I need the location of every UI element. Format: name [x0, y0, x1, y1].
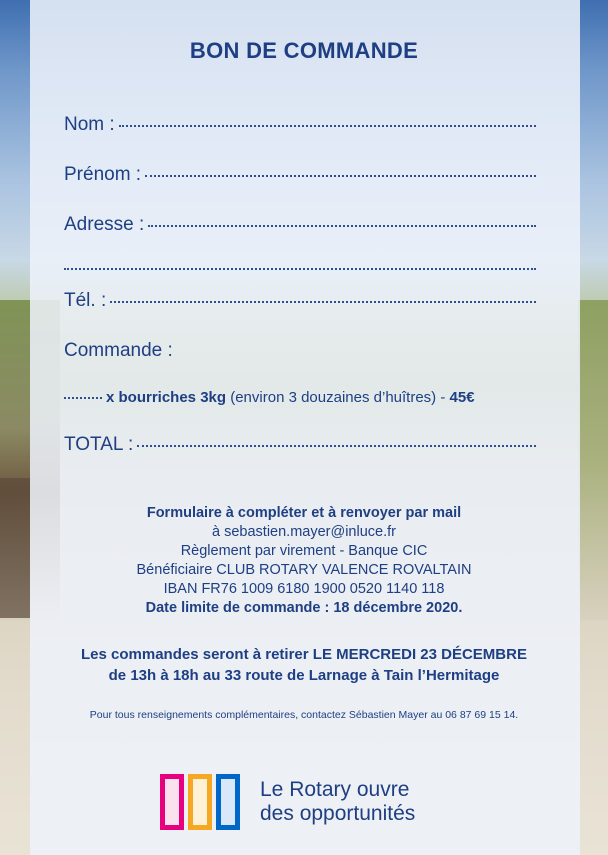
- info-line-3: Règlement par virement - Banque CIC: [180, 543, 428, 559]
- info-line-2: à sebastien.mayer@inluce.fr: [212, 524, 396, 540]
- prenom-dotted-line[interactable]: [145, 175, 536, 177]
- info-line-5: IBAN FR76 1009 6180 1900 0520 1140 118: [163, 581, 445, 597]
- info-line-4: Bénéficiaire CLUB ROTARY VALENCE ROVALTAIN: [136, 562, 472, 578]
- order-detail: (environ 3 douzaines d’huîtres) -: [230, 389, 446, 406]
- commande-field: [64, 340, 536, 362]
- rotary-logo: [158, 770, 415, 834]
- prenom-field[interactable]: [64, 164, 536, 186]
- info-line-1: Formulaire à compléter et à renvoyer par mail: [146, 505, 462, 521]
- page-title: BON DE COMMANDE: [189, 38, 419, 63]
- logo-line-2: des opportunités: [260, 802, 416, 825]
- info-block: [0, 504, 608, 618]
- pickup-block: [0, 644, 608, 686]
- order-item: x bourriches 3kg: [106, 389, 227, 406]
- pink-door: [160, 774, 184, 830]
- commande-label: Commande :: [64, 340, 173, 361]
- pickup-line-1: Les commandes seront à retirer LE MERCREDI 23 DÉCEMBRE: [81, 646, 527, 663]
- quantity-dotted-line[interactable]: [64, 397, 102, 399]
- logo-line-1: Le Rotary ouvre: [260, 778, 410, 801]
- doors-logo-icon: [158, 770, 246, 834]
- nom-field[interactable]: [64, 114, 536, 136]
- order-line[interactable]: [64, 389, 536, 406]
- order-price: 45€: [449, 389, 475, 406]
- tel-field[interactable]: [64, 290, 536, 312]
- orange-door: [188, 774, 212, 830]
- tel-dotted-line[interactable]: [110, 301, 536, 303]
- tel-label: Tél. :: [64, 290, 107, 311]
- contact-note: Pour tous renseignements complémentaires, contactez Sébastien Mayer au 06 87 69 15 14.: [89, 709, 519, 721]
- prenom-label: Prénom :: [64, 164, 142, 185]
- info-line-6: Date limite de commande : 18 décembre 2020.: [145, 600, 463, 616]
- total-field[interactable]: [64, 434, 536, 456]
- nom-dotted-line[interactable]: [119, 125, 536, 127]
- adresse-second-line[interactable]: [64, 268, 536, 270]
- pickup-line-2: de 13h à 18h au 33 route de Larnage à Tain l’Hermitage: [108, 667, 500, 684]
- blue-door: [216, 774, 240, 830]
- adresse-label: Adresse :: [64, 214, 145, 235]
- logo-text: [260, 778, 415, 826]
- adresse-dotted-line[interactable]: [148, 225, 536, 227]
- adresse-field[interactable]: [64, 214, 536, 236]
- total-label: TOTAL :: [64, 434, 134, 455]
- nom-label: Nom :: [64, 114, 115, 135]
- total-dotted-line[interactable]: [137, 445, 536, 447]
